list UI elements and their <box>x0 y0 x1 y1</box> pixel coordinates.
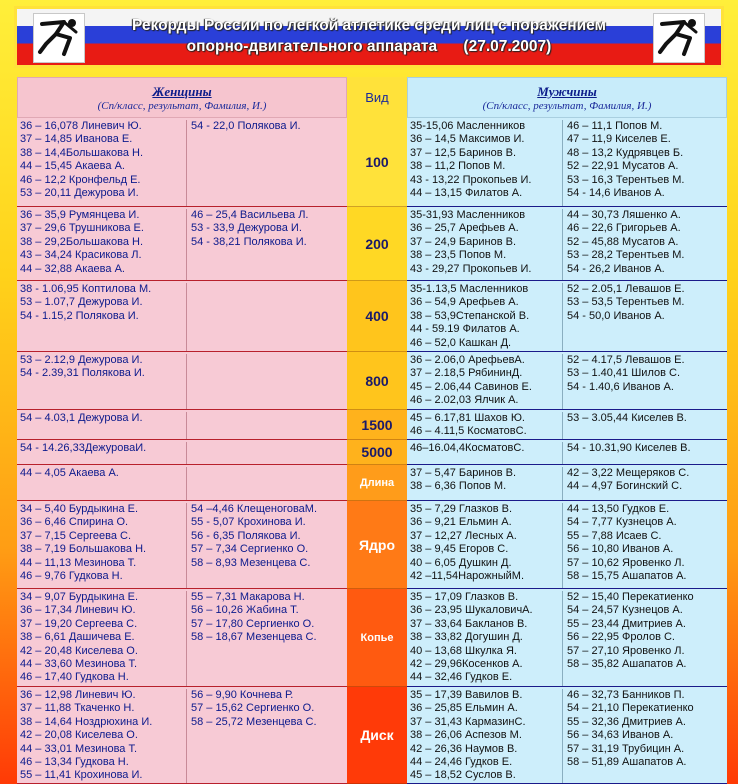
record-entry: 36 – 25,7 Арефьев А. <box>410 222 519 235</box>
record-entry: 44 – 32,46 Гудков Е. <box>410 671 513 684</box>
event-label: 100 <box>347 118 407 207</box>
record-entry: 42 – 20,08 Киселева О. <box>20 729 138 742</box>
m2-column <box>563 503 687 588</box>
runner-logo-icon <box>33 13 85 63</box>
record-entry: 56 – 9,90 Кочнева Р. <box>191 689 294 701</box>
record-entry: 37 – 2.18,5 РябининД. <box>410 367 523 380</box>
men-records-cell <box>407 589 727 687</box>
m1-column <box>410 503 563 588</box>
women-records-cell <box>17 352 347 410</box>
women-records-cell <box>17 465 347 501</box>
women-records-cell <box>17 118 347 207</box>
record-entry: 54 - 26,2 Иванов А. <box>567 262 665 275</box>
m1-column <box>410 442 563 464</box>
w2-column <box>187 354 191 409</box>
record-entry: 47 – 11,9 Киселев Е. <box>567 133 671 146</box>
record-entry: 36 – 9,21 Ельмин А. <box>410 516 512 529</box>
record-entry: 57 – 7,34 Сергиенко О. <box>191 543 309 556</box>
record-entry: 42 – 26,36 Наумов В. <box>410 742 518 755</box>
record-entry: 46 – 32,73 Банников П. <box>567 689 685 701</box>
record-entry: 38 – 11,2 Попов М. <box>410 160 506 173</box>
record-entry: 53 – 16,3 Терентьев М. <box>567 173 685 186</box>
record-entry: 37 – 11,88 Ткаченко Н. <box>20 702 135 715</box>
m2-column <box>563 354 685 409</box>
record-entry: 54 - 10.31,90 Киселев В. <box>567 442 691 454</box>
m2-column <box>563 591 694 686</box>
record-entry: 46 – 11,1 Попов М. <box>567 120 663 132</box>
record-entry: 35-31,93 Масленников <box>410 209 526 221</box>
record-entry: 37 – 29,6 Трушникова Е. <box>20 222 144 235</box>
record-entry: 36 – 6,46 Спирина О. <box>20 516 129 529</box>
record-entry: 36 – 17,34 Линевич Ю. <box>20 604 136 617</box>
men-records-cell <box>407 687 727 784</box>
record-entry: 44 – 13,15 Филатов А. <box>410 186 523 199</box>
men-records-cell <box>407 440 727 465</box>
record-entry: 52 – 45,88 Мусатов А. <box>567 235 679 248</box>
record-entry: 35 – 17,39 Вавилов В. <box>410 689 523 701</box>
women-records-cell <box>17 207 347 281</box>
women-title: Женщины <box>152 83 212 99</box>
record-entry: 37 – 12,5 Баринов В. <box>410 146 517 159</box>
m2-column <box>563 467 689 500</box>
record-entry: 44 – 15,45 Акаева А. <box>20 160 125 173</box>
record-entry: 45 – 6.17,81 Шахов Ю. <box>410 412 525 424</box>
record-entry: 44 – 33,01 Мезинова Т. <box>20 742 138 755</box>
record-entry: 46 – 13,34 Гудкова Н. <box>20 755 129 768</box>
men-title: Мужчины <box>537 83 597 99</box>
record-entry: 54 – 7,77 Кузнецов А. <box>567 516 677 529</box>
men-records-cell <box>407 501 727 589</box>
record-entry: 44 - 59.19 Филатов А. <box>410 323 520 336</box>
record-entry: 53 – 1.40,41 Шилов С. <box>567 367 681 380</box>
m1-column <box>410 354 563 409</box>
record-entry: 55 - 5,07 Крохинова И. <box>191 516 306 529</box>
record-entry: 52 – 15,40 Перекатиенко <box>567 591 694 603</box>
record-entry: 38 – 7,19 Большакова Н. <box>20 543 147 556</box>
record-entry: 35-15,06 Масленников <box>410 120 526 132</box>
record-entry: 57 – 27,10 Яровенко Л. <box>567 644 685 657</box>
record-entry: 37 – 12,27 Лесных А. <box>410 529 517 542</box>
men-subtitle: (Сп/класс, результат, Фамилия, И.) <box>482 99 652 112</box>
record-entry: 55 – 7,88 Исаев С. <box>567 529 662 542</box>
record-entry: 44 – 4,05 Акаева А. <box>20 467 119 479</box>
record-entry: 42 – 3,22 Мещеряков С. <box>567 467 690 479</box>
record-entry: 53 – 20,11 Дежурова И. <box>20 186 139 199</box>
record-entry: 43 – 34,24 Красикова Л. <box>20 249 142 262</box>
record-entry: 56 – 22,95 Фролов С. <box>567 631 675 644</box>
w2-column <box>187 503 317 588</box>
record-entry: 35-1.13,5 Масленников <box>410 283 529 295</box>
w1-column <box>20 412 187 439</box>
record-entry: 55 – 7,31 Макарова Н. <box>191 591 305 603</box>
record-entry: 44 – 13,50 Гудков Е. <box>567 503 670 515</box>
w1-column <box>20 120 187 206</box>
w1-column <box>20 467 187 500</box>
record-entry: 53 - 33,9 Дежурова И. <box>191 222 302 235</box>
record-entry: 38 – 6,61 Дашичева Е. <box>20 631 135 644</box>
record-entry: 44 – 11,13 Мезинова Т. <box>20 556 137 569</box>
men-records-cell <box>407 281 727 352</box>
record-entry: 42 – 29,96Косенков А. <box>410 657 523 670</box>
record-entry: 54 - 14,6 Иванов А. <box>567 186 665 199</box>
m2-column <box>563 689 694 783</box>
record-entry: 58 – 18,67 Мезенцева С. <box>191 631 317 644</box>
record-entry: 46 – 25,4 Васильева Л. <box>191 209 309 221</box>
record-entry: 36 – 23,95 ШукаловичА. <box>410 604 533 617</box>
record-entry: 40 – 6,05 Душкин Д. <box>410 556 512 569</box>
record-entry: 36 – 14,5 Максимов И. <box>410 133 525 146</box>
record-entry: 58 – 8,93 Мезенцева С. <box>191 556 311 569</box>
men-records-cell <box>407 207 727 281</box>
title-line-2: опорно-двигательного аппарата <box>186 38 438 55</box>
men-column-header <box>407 77 727 118</box>
women-subtitle: (Сп/класс, результат, Фамилия, И.) <box>97 99 267 112</box>
record-entry: 44 – 33,60 Мезинова Т. <box>20 657 138 670</box>
record-entry: 38 – 6,36 Попов М. <box>410 480 507 493</box>
record-entry: 36 – 25,85 Ельмин А. <box>410 702 518 715</box>
event-label: 800 <box>347 352 407 410</box>
record-entry: 53 – 1.07,7 Дежурова И. <box>20 296 143 309</box>
w2-column <box>187 209 308 280</box>
record-entry: 44 – 24,46 Гудков Е. <box>410 755 513 768</box>
record-entry: 35 – 17,09 Глазков В. <box>410 591 519 603</box>
record-entry: 37 – 5,47 Баринов В. <box>410 467 517 479</box>
w1-column <box>20 283 187 351</box>
record-entry: 57 – 10,62 Яровенко Л. <box>567 556 685 569</box>
record-entry: 53 – 53,5 Терентьев М. <box>567 296 685 309</box>
m1-column <box>410 283 563 351</box>
page-title <box>91 15 647 57</box>
record-entry: 54 - 14.26,33ДежуроваИ. <box>20 442 147 454</box>
record-entry: 55 – 23,44 Дмитриев А. <box>567 617 686 630</box>
men-records-cell <box>407 118 727 207</box>
w1-column <box>20 442 187 464</box>
record-entry: 36 – 16,078 Линевич Ю. <box>20 120 142 132</box>
record-entry: 42 – 20,48 Киселева О. <box>20 644 138 657</box>
record-entry: 37 – 7,15 Сергеева С. <box>20 529 132 542</box>
record-entry: 34 – 9,07 Бурдыкина Е. <box>20 591 139 603</box>
record-entry: 43 - 29,27 Прокопьев И. <box>410 262 532 275</box>
record-entry: 54 - 1.15,2 Полякова И. <box>20 309 139 322</box>
record-entry: 58 – 15,75 Ашапатов А. <box>567 569 687 582</box>
m2-column <box>563 209 684 280</box>
title-date: (27.07.2007) <box>463 38 552 55</box>
event-label: 1500 <box>347 410 407 440</box>
record-entry: 58 – 25,72 Мезенцева С. <box>191 715 317 728</box>
record-entry: 52 – 2.05,1 Левашов Е. <box>567 283 685 295</box>
m2-column <box>563 412 687 439</box>
record-entry: 54 – 24,57 Кузнецов А. <box>567 604 683 617</box>
record-entry: 53 – 3.05,44 Киселев В. <box>567 412 687 424</box>
women-records-cell <box>17 281 347 352</box>
record-entry: 46 – 22,6 Григорьев А. <box>567 222 681 235</box>
record-entry: 38 – 26,06 Аспезов М. <box>410 729 522 742</box>
men-records-cell <box>407 352 727 410</box>
event-label: 400 <box>347 281 407 352</box>
m1-column <box>410 120 563 206</box>
event-label: 5000 <box>347 440 407 465</box>
women-records-cell <box>17 440 347 465</box>
m2-column <box>563 283 685 351</box>
records-table <box>17 77 727 784</box>
women-column-header <box>17 77 347 118</box>
w2-column <box>187 120 301 206</box>
record-entry: 46 – 4.11,5 КосматовС. <box>410 425 527 438</box>
men-records-cell <box>407 465 727 501</box>
record-entry: 58 – 51,89 Ашапатов А. <box>567 755 687 768</box>
women-records-cell <box>17 687 347 784</box>
record-entry: 53 – 2.12,9 Дежурова И. <box>20 354 143 366</box>
record-entry: 42 –11,54НарожныйМ. <box>410 569 524 582</box>
record-entry: 56 – 34,63 Иванов А. <box>567 729 674 742</box>
women-records-cell <box>17 501 347 589</box>
record-entry: 37 – 14,85 Иванова Е. <box>20 133 133 146</box>
m2-column <box>563 120 684 206</box>
w2-column <box>187 412 191 439</box>
record-entry: 38 – 14,64 Ноздрюхина И. <box>20 715 153 728</box>
record-entry: 53 – 28,2 Терентьев М. <box>567 249 685 262</box>
record-entry: 37 – 19,20 Сергеева С. <box>20 617 138 630</box>
record-entry: 37 – 31,43 КармазинС. <box>410 715 526 728</box>
m1-column <box>410 209 563 280</box>
w1-column <box>20 354 187 409</box>
record-entry: 38 – 53,9Степанской В. <box>410 309 530 322</box>
record-entry: 48 – 13,2 Кудрявцев Б. <box>567 146 684 159</box>
record-entry: 37 – 33,64 Бакланов В. <box>410 617 528 630</box>
record-entry: 57 – 15,62 Сергиенко О. <box>191 702 315 715</box>
record-entry: 44 – 32,88 Акаева А. <box>20 262 125 275</box>
record-entry: 54 - 1.40,6 Иванов А. <box>567 380 674 393</box>
event-label: 200 <box>347 207 407 281</box>
record-entry: 56 – 10,26 Жабина Т. <box>191 604 299 617</box>
runner-logo-icon <box>653 13 705 63</box>
record-entry: 38 – 29,2Большакова Н. <box>20 235 144 248</box>
event-label: Ядро <box>347 501 407 589</box>
record-entry: 36 – 2.06,0 АрефьевА. <box>410 354 525 366</box>
record-entry: 46 – 17,40 Гудкова Н. <box>20 671 129 684</box>
record-entry: 46 – 2.02,03 Ялчик А. <box>410 394 519 407</box>
record-entry: 52 – 22,91 Мусатов А. <box>567 160 679 173</box>
record-entry: 34 – 5,40 Бурдыкина Е. <box>20 503 139 515</box>
m2-column <box>563 442 691 464</box>
record-entry: 45 – 2.06,44 Савинов Е. <box>410 380 532 393</box>
record-entry: 38 – 9,45 Егоров С. <box>410 543 509 556</box>
record-entry: 46 – 12,2 Кронфельд Е. <box>20 173 141 186</box>
women-records-cell <box>17 589 347 687</box>
women-records-cell <box>17 410 347 440</box>
record-entry: 54 – 4.03,1 Дежурова И. <box>20 412 143 424</box>
record-entry: 37 – 24,9 Баринов В. <box>410 235 517 248</box>
record-entry: 56 - 6,35 Полякова И. <box>191 529 301 542</box>
event-label: Длина <box>347 465 407 501</box>
men-records-cell <box>407 410 727 440</box>
w2-column <box>187 591 317 686</box>
event-label: Диск <box>347 687 407 784</box>
record-entry: 54 - 22,0 Полякова И. <box>191 120 301 132</box>
record-entry: 46 – 52,0 Кашкан Д. <box>410 336 512 349</box>
record-entry: 57 – 31,19 Трубицин А. <box>567 742 685 755</box>
record-entry: 54 – 21,10 Перекатиенко <box>567 702 694 715</box>
record-entry: 54 - 2.39,31 Полякова И. <box>20 367 145 380</box>
w1-column <box>20 503 187 588</box>
record-entry: 38 - 1.06,95 Коптилова М. <box>20 283 152 295</box>
record-entry: 54 –4,46 КлещеноговаМ. <box>191 503 318 515</box>
record-entry: 56 – 10,80 Иванов А. <box>567 543 674 556</box>
record-entry: 44 – 30,73 Ляшенко А. <box>567 209 681 221</box>
record-entry: 36 – 54,9 Арефьев А. <box>410 296 519 309</box>
w2-column <box>187 689 317 783</box>
w1-column <box>20 591 187 686</box>
w1-column <box>20 689 187 783</box>
record-entry: 36 – 12,98 Линевич Ю. <box>20 689 136 701</box>
record-entry: 38 – 33,82 Догушин Д. <box>410 631 523 644</box>
record-entry: 38 – 14,4Большакова Н. <box>20 146 144 159</box>
record-entry: 55 – 11,41 Крохинова И. <box>20 769 143 782</box>
record-entry: 46–16.04,4КосматовС. <box>410 442 525 454</box>
record-entry: 45 – 18,52 Суслов В. <box>410 769 516 782</box>
w1-column <box>20 209 187 280</box>
record-entry: 36 – 35,9 Румянцева И. <box>20 209 140 221</box>
m1-column <box>410 689 563 783</box>
title-line-1: Рекорды России по легкой атлетике среди лиц с поражением <box>131 17 607 34</box>
record-entry: 57 – 17,80 Сергиенко О. <box>191 617 315 630</box>
event-column-header: Вид <box>347 77 407 118</box>
header-banner <box>14 6 724 68</box>
w2-column <box>187 467 191 500</box>
record-entry: 43 - 13,22 Прокопьев И. <box>410 173 532 186</box>
record-entry: 54 - 38,21 Полякова И. <box>191 235 307 248</box>
w2-column <box>187 442 191 464</box>
record-entry: 55 – 32,36 Дмитриев А. <box>567 715 686 728</box>
record-entry: 52 – 4.17,5 Левашов Е. <box>567 354 685 366</box>
record-entry: 44 – 4,97 Богинский С. <box>567 480 683 493</box>
m1-column <box>410 591 563 686</box>
record-entry: 58 – 35,82 Ашапатов А. <box>567 657 687 670</box>
record-entry: 54 - 50,0 Иванов А. <box>567 309 665 322</box>
record-entry: 46 – 9,76 Гудкова Н. <box>20 569 123 582</box>
w2-column <box>187 283 191 351</box>
m1-column <box>410 412 563 439</box>
m1-column <box>410 467 563 500</box>
record-entry: 35 – 7,29 Глазков В. <box>410 503 513 515</box>
record-entry: 40 – 13,68 Шкулка Я. <box>410 644 517 657</box>
record-entry: 38 – 23,5 Попов М. <box>410 249 507 262</box>
event-label: Копье <box>347 589 407 687</box>
